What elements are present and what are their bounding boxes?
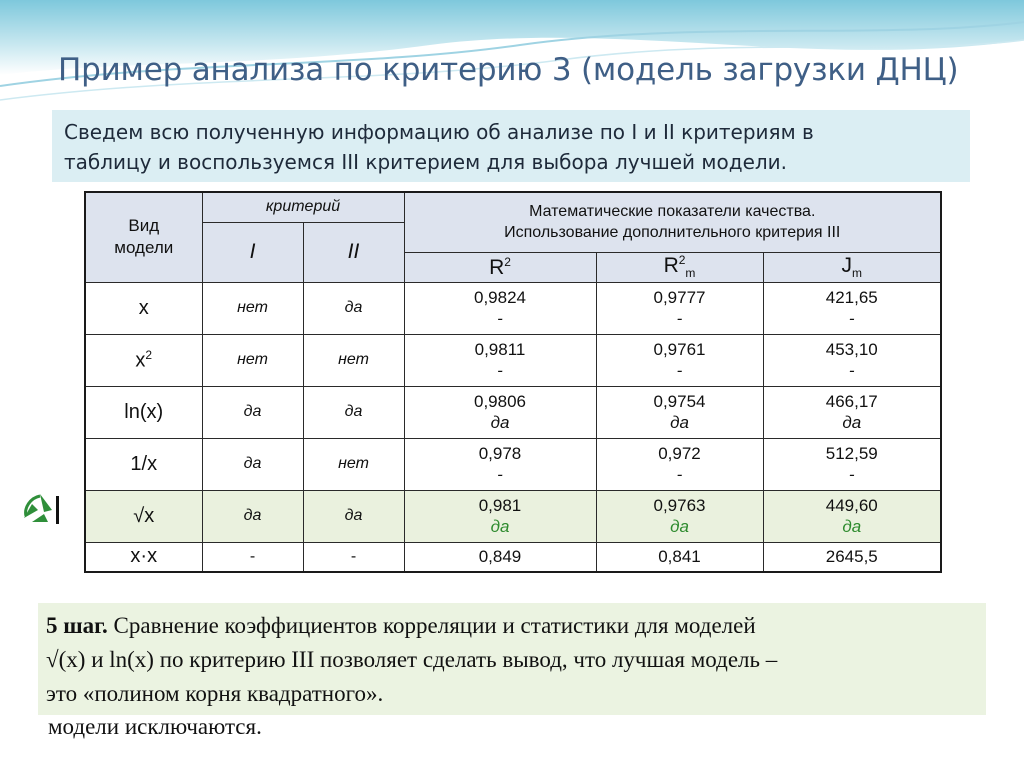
header-criterion-I: I: [202, 222, 303, 282]
table-row: x нет да 0,9824 - 0,9777 - 421,65 -: [85, 282, 941, 334]
table-row: $x^2$ нет нет 0,9811 - 0,9761 - 453,10 -: [85, 334, 941, 386]
table-row: x·x - - 0,849 0,841 2645,5: [85, 542, 941, 572]
conclusion-line-2: √(x) и ln(x) по критерию III позволяет сделать вывод, что лучшая модель –: [46, 647, 778, 672]
header-criterion: критерий: [202, 192, 404, 222]
table-row: 1/x да нет 0,978 - 0,972 - 512,59 -: [85, 438, 941, 490]
header-quality-metrics: Математические показатели качества. Использование дополнительного критерия III: [404, 192, 941, 252]
conclusion-box: [38, 603, 986, 715]
recycle-icon: [18, 488, 62, 528]
table-row: ln(x) да да 0,9806 да 0,9754 да 466,17 да: [85, 386, 941, 438]
conclusion-line-1: 5 шаг. Сравнение коэффициентов корреляции и статистики для моделей: [46, 613, 756, 638]
header-jm: $J_m$: [763, 252, 941, 282]
intro-text-line-2: таблицу и воспользуемся III критерием для выбора лучшей модели.: [64, 150, 788, 174]
conclusion-line-4: модели исключаются.: [48, 714, 262, 739]
model-comparison-table: [84, 191, 942, 573]
table-row-highlighted: √x да да 0,981 да 0,9763 да 449,60 да: [85, 490, 941, 542]
slide-title: Пример анализа по критерию 3 (модель загрузки ДНЦ): [58, 52, 959, 88]
header-criterion-II: II: [303, 222, 404, 282]
conclusion-line-3: это «полином корня квадратного».: [46, 681, 384, 706]
header-r2: $R^2$: [404, 252, 596, 282]
table-header-row-1: [85, 192, 941, 222]
header-model-type: Вид модели: [85, 192, 202, 282]
intro-box: [52, 110, 970, 182]
step-label: 5 шаг.: [46, 613, 108, 638]
header-r2m: $R^2_m$: [596, 252, 763, 282]
intro-text-line-1: Сведем всю полученную информацию об анализе по I и II критериям в: [64, 120, 814, 144]
